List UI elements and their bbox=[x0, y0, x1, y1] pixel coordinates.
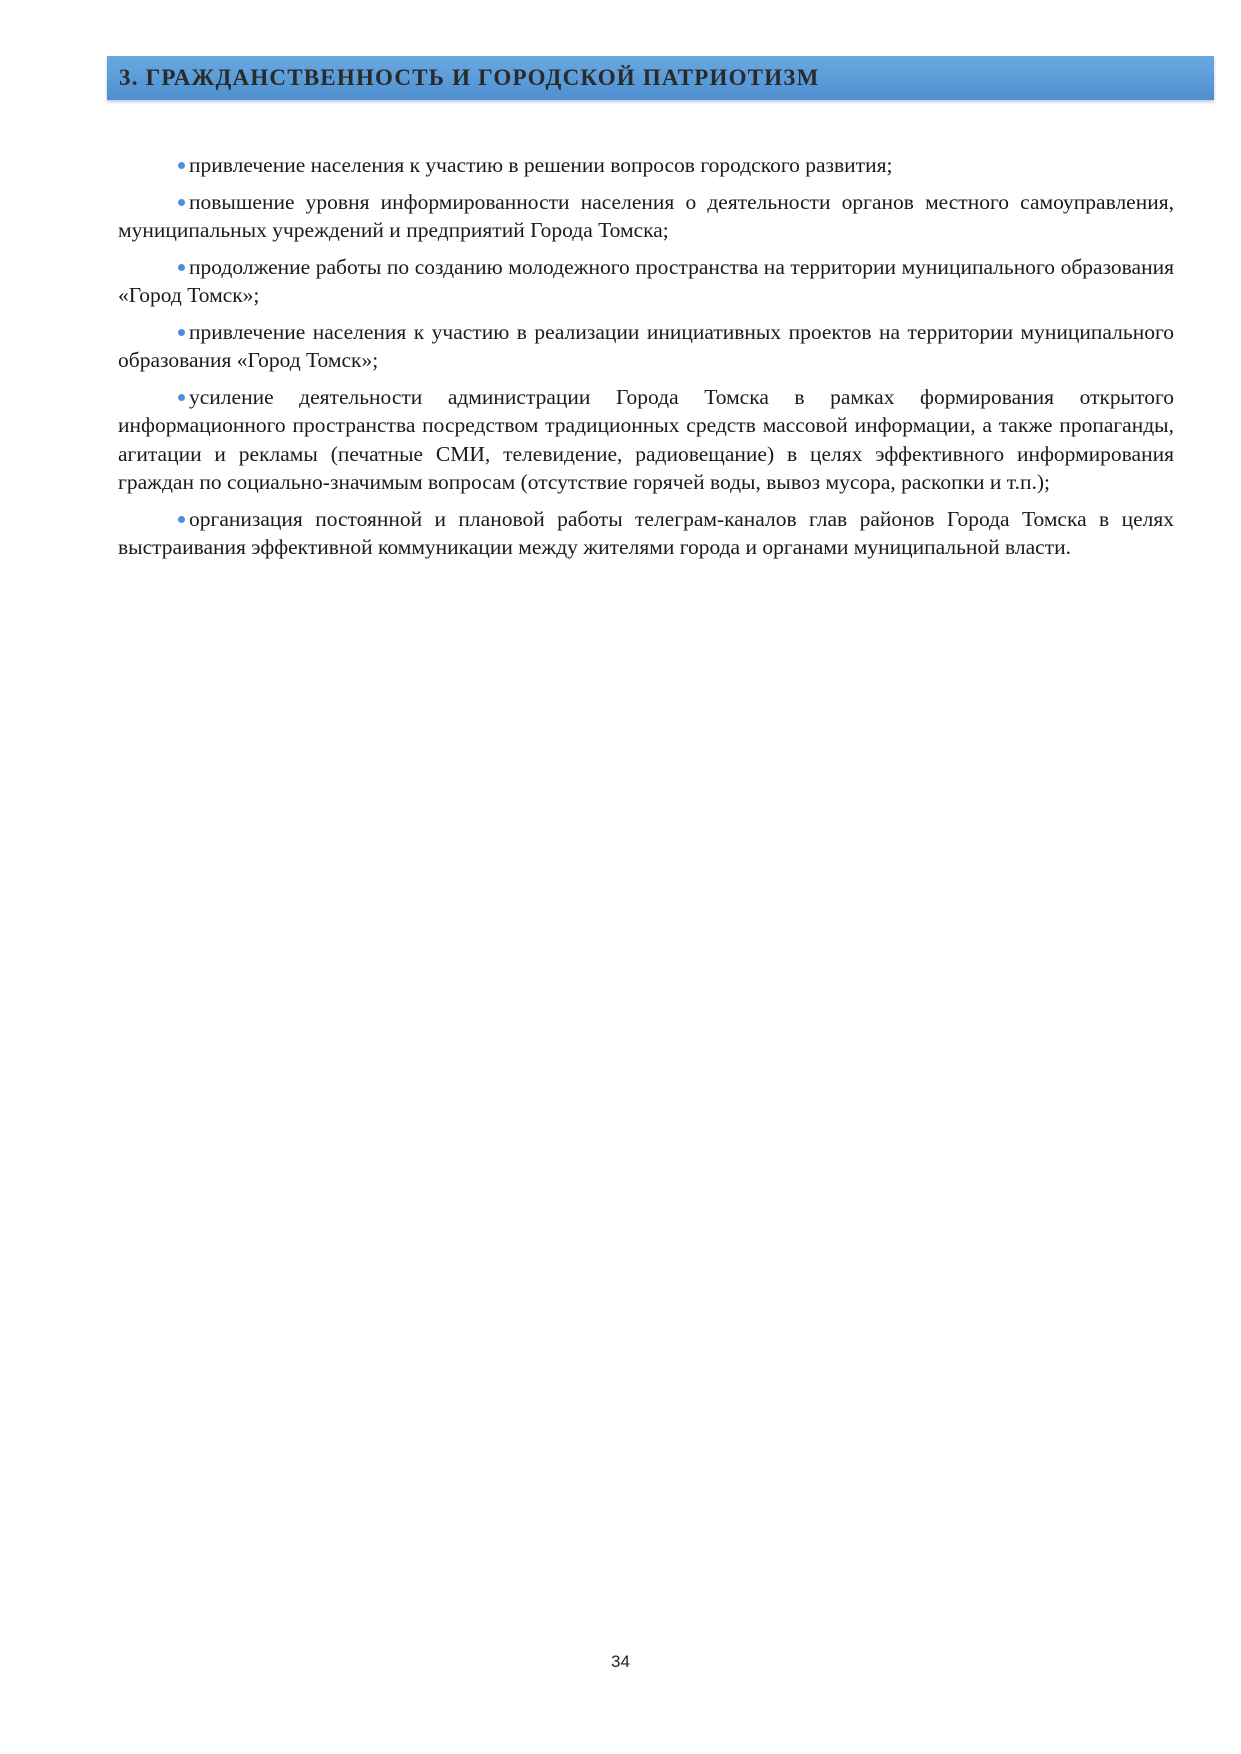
list-item-text: привлечение населения к участию в решении вопросов городского развития; bbox=[189, 153, 893, 177]
section-header bbox=[107, 56, 1214, 100]
list-item-text: организация постоянной и плановой работы телеграм-каналов глав районов Города Томска в целях выстраивания эффективной коммуникации между жителями города и органами муниципальной власти. bbox=[118, 506, 1174, 559]
bullet-icon bbox=[178, 162, 185, 169]
bullet-icon bbox=[178, 329, 185, 336]
list-item bbox=[118, 505, 1174, 562]
bullet-list bbox=[118, 151, 1174, 570]
list-item bbox=[118, 151, 1174, 180]
bullet-icon bbox=[178, 199, 185, 206]
list-item bbox=[118, 383, 1174, 497]
list-item bbox=[118, 318, 1174, 375]
bullet-icon bbox=[178, 516, 185, 523]
page-number: 34 bbox=[611, 1652, 630, 1671]
list-item bbox=[118, 253, 1174, 310]
list-item bbox=[118, 188, 1174, 245]
section-title: 3. ГРАЖДАНСТВЕННОСТЬ И ГОРОДСКОЙ ПАТРИОТИЗМ bbox=[119, 65, 820, 90]
list-item-text: продолжение работы по созданию молодежного пространства на территории муниципального образования «Город Томск»; bbox=[118, 254, 1174, 307]
list-item-text: привлечение населения к участию в реализации инициативных проектов на территории муниципального образования «Город Томск»; bbox=[118, 319, 1174, 372]
bullet-icon bbox=[178, 394, 185, 401]
list-item-text: усиление деятельности администрации Города Томска в рамках формирования открытого информационного пространства посредством традиционных средств массовой информации, а также пропаганды, агитации и рекламы (печатные СМИ, телевидение, радиовещание) в целях эффективного информирования граждан по социально-значимым вопросам (отсутствие горячей воды, вывоз мусора, раскопки и т.п.); bbox=[118, 384, 1174, 494]
list-item-text: повышение уровня информированности населения о деятельности органов местного самоуправления, муниципальных учреждений и предприятий Города Томска; bbox=[118, 189, 1174, 242]
bullet-icon bbox=[178, 264, 185, 271]
